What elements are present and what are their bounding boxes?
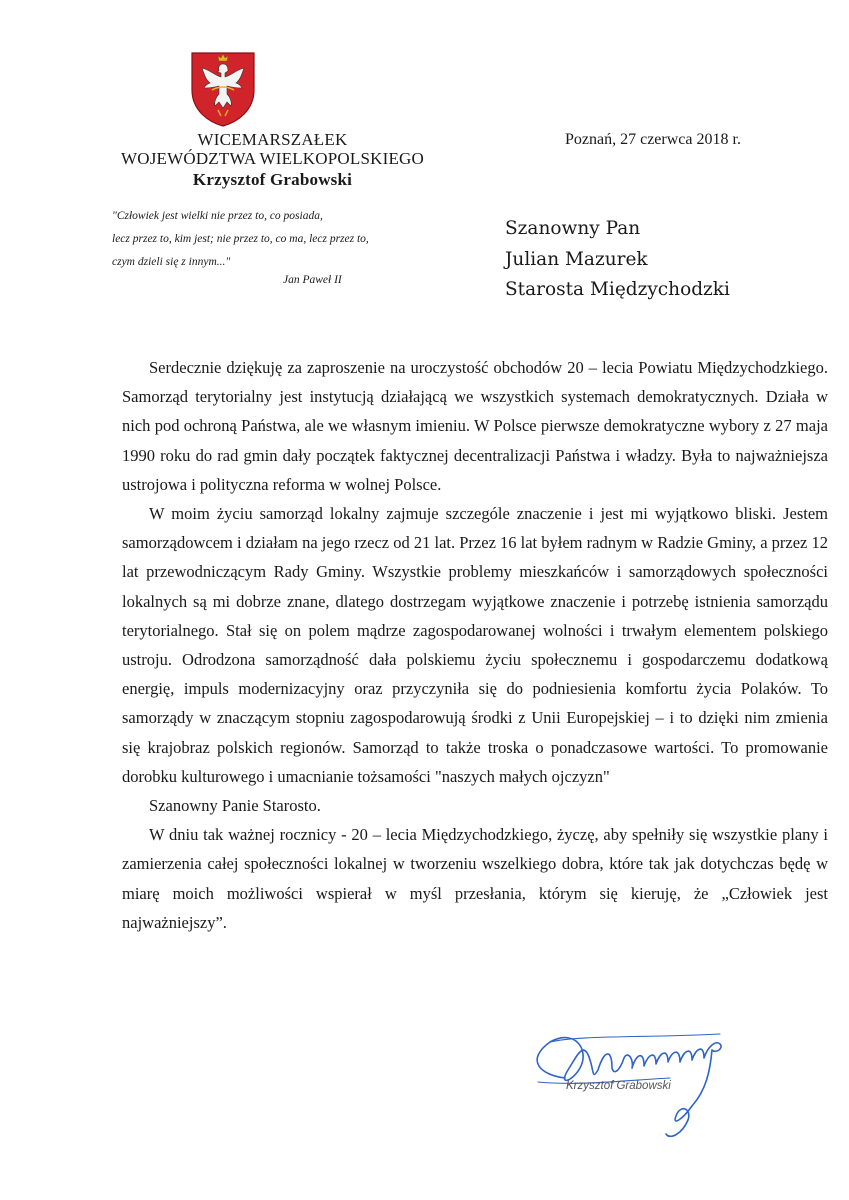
sender-name: Krzysztof Grabowski [192, 170, 353, 189]
signature-printed-name: Krzysztof Grabowski [566, 1080, 671, 1092]
body-paragraph: W dniu tak ważnej rocznicy - 20 – lecia Międzychodzkiego, życzę, aby spełniły się wszystkie plany i zamierzenia całej społeczności lokalnej w tworzeniu wszelkiego dobra, które tak jak dotychczas będę w miarę moich możliwości wspierał w myśl przesłania, którym się kieruję, że „Człowiek jest najważniejszy”. [122, 825, 828, 932]
body-paragraph: W moim życiu samorząd lokalny zajmuje szczególe znaczenie i jest mi wyjątkowo bliski. Jestem samorządowcem i działam na jego rzecz od 21 lat. Przez 16 lat byłem radnym w Radzie Gminy, a przez 12 lat przewodniczącym Rady Gminy. Wszystkie problemy mieszkańców i samorządowych społeczności lokalnych są mi dobrze znane, dlatego dostrzegam wyjątkowe znaczenie i potrzebę istnienia samorządu terytorialnego. Stał się on polem mądrze zagospodarowanej wolności i trwałym elementem polskiego ustroju. Odrodzona samorządność dała polskiemu życiu społecznemu i gospodarczemu dodatkową energię, impuls modernizacyjny oraz przyczyniła się do podniesienia komfortu życia Polaków. To samorządy w znaczącym stopniu zagospodarowują środki z Unii Europejskiej – i to dzięki nim zmienia się krajobraz polskich regionów. Samorząd to także troska o ponadczasowe wartości. To promowanie dorobku kulturowego i umacnianie tożsamości "naszych małych ojczyzn" [122, 504, 828, 786]
body-paragraph: Serdecznie dziękuję za zaproszenie na uroczystość obchodów 20 – lecia Powiatu Międzychodzkiego. Samorząd terytorialny jest instytucją działającą we wszystkich systemach demokratycznych. Działa w nich pod ochroną Państwa, ale we własnym imieniu. W Polsce pierwsze demokratyczne wybory z 27 maja 1990 roku do rad gmin dały początek faktycznej decentralizacji Państwa i władzy. Była to najważniejsza ustrojowa i polityczna reforma w wolnej Polsce. [122, 358, 828, 494]
addressee-name: Julian Mazurek [505, 248, 648, 270]
letter-body [122, 353, 828, 937]
body-paragraph: Szanowny Panie Starosto. [149, 796, 321, 816]
coat-of-arms-icon [188, 50, 258, 128]
quote-block [112, 205, 412, 274]
office-title: WICEMARSZAŁEK [197, 130, 348, 149]
quote-line: "Człowiek jest wielki nie przez to, co posiada, [112, 210, 323, 222]
voivodeship-title: WOJEWÓDZTWA WIELKOPOLSKIEGO [120, 149, 424, 168]
quote-author: Jan Paweł II [283, 274, 342, 286]
addressee-salutation: Szanowny Pan [505, 218, 641, 239]
addressee-block [505, 214, 730, 306]
quote-line: czym dzieli się z innym..." [112, 256, 231, 268]
letter-date: Poznań, 27 czerwca 2018 r. [565, 131, 741, 148]
addressee-title: Starosta Międzychodzki [505, 279, 730, 300]
quote-line: lecz przez to, kim jest; nie przez to, co ma, lecz przez to, [112, 233, 369, 245]
